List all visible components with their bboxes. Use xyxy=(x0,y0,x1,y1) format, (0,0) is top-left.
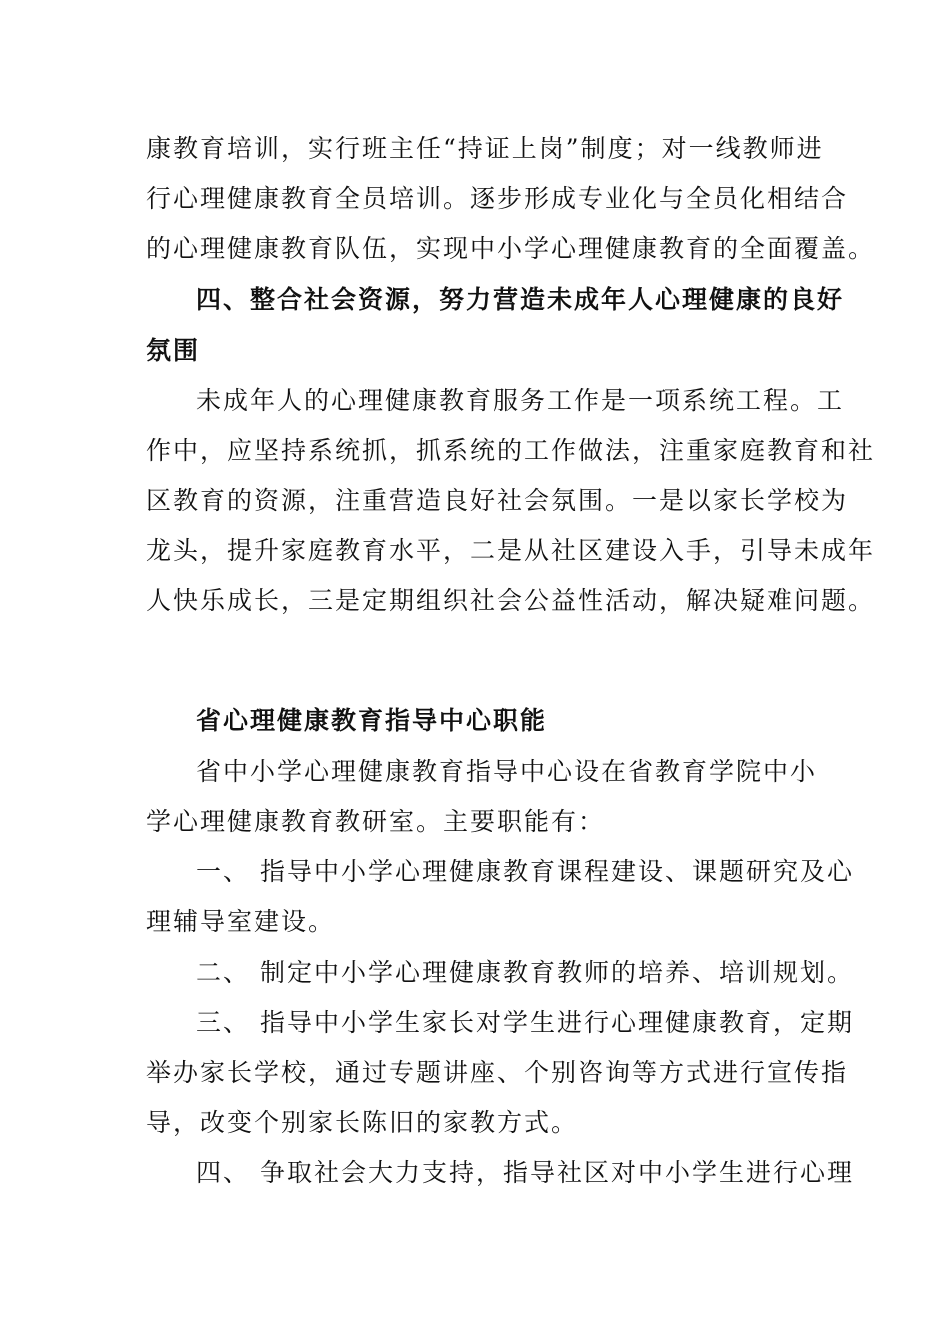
intro-line: 学心理健康教育教研室。主要职能有： xyxy=(146,807,606,836)
paragraph-line: 人快乐成长，三是定期组织社会公益性活动，解决疑难问题。 xyxy=(146,586,876,615)
section-heading-4: 四、整合社会资源，努力营造未成年人心理健康的良好 xyxy=(196,285,845,314)
list-item-3-cont: 举办家长学校，通过专题讲座、个别咨询等方式进行宣传指 xyxy=(146,1058,849,1087)
intro-line: 省中小学心理健康教育指导中心设在省教育学院中小 xyxy=(196,757,818,786)
list-item-3-cont: 导，改变个别家长陈旧的家教方式。 xyxy=(146,1108,579,1137)
paragraph-line: 的心理健康教育队伍，实现中小学心理健康教育的全面覆盖。 xyxy=(146,234,876,263)
list-item-2: 二、 制定中小学心理健康教育教师的培养、培训规划。 xyxy=(196,958,854,987)
paragraph-line: 行心理健康教育全员培训。逐步形成专业化与全员化相结合 xyxy=(146,184,849,213)
paragraph-line: 区教育的资源，注重营造良好社会氛围。一是以家长学校为 xyxy=(146,486,849,515)
paragraph-line: 龙头，提升家庭教育水平，二是从社区建设入手，引导未成年 xyxy=(146,536,876,565)
list-item-3: 三、 指导中小学生家长对学生进行心理健康教育，定期 xyxy=(196,1008,854,1037)
paragraph-line: 作中，应坚持系统抓，抓系统的工作做法，注重家庭教育和社 xyxy=(146,436,876,465)
list-item-4: 四、 争取社会大力支持，指导社区对中小学生进行心理 xyxy=(196,1158,854,1187)
list-item-1-cont: 理辅导室建设。 xyxy=(146,907,336,936)
section-heading-4-cont: 氛围 xyxy=(146,336,201,365)
paragraph-line: 未成年人的心理健康教育服务工作是一项系统工程。工 xyxy=(196,386,845,415)
paragraph-line: 康教育培训，实行班主任“持证上岗”制度；对一线教师进 xyxy=(146,134,824,163)
section-title: 省心理健康教育指导中心职能 xyxy=(196,706,548,735)
list-item-1: 一、 指导中小学心理健康教育课程建设、课题研究及心 xyxy=(196,857,854,886)
